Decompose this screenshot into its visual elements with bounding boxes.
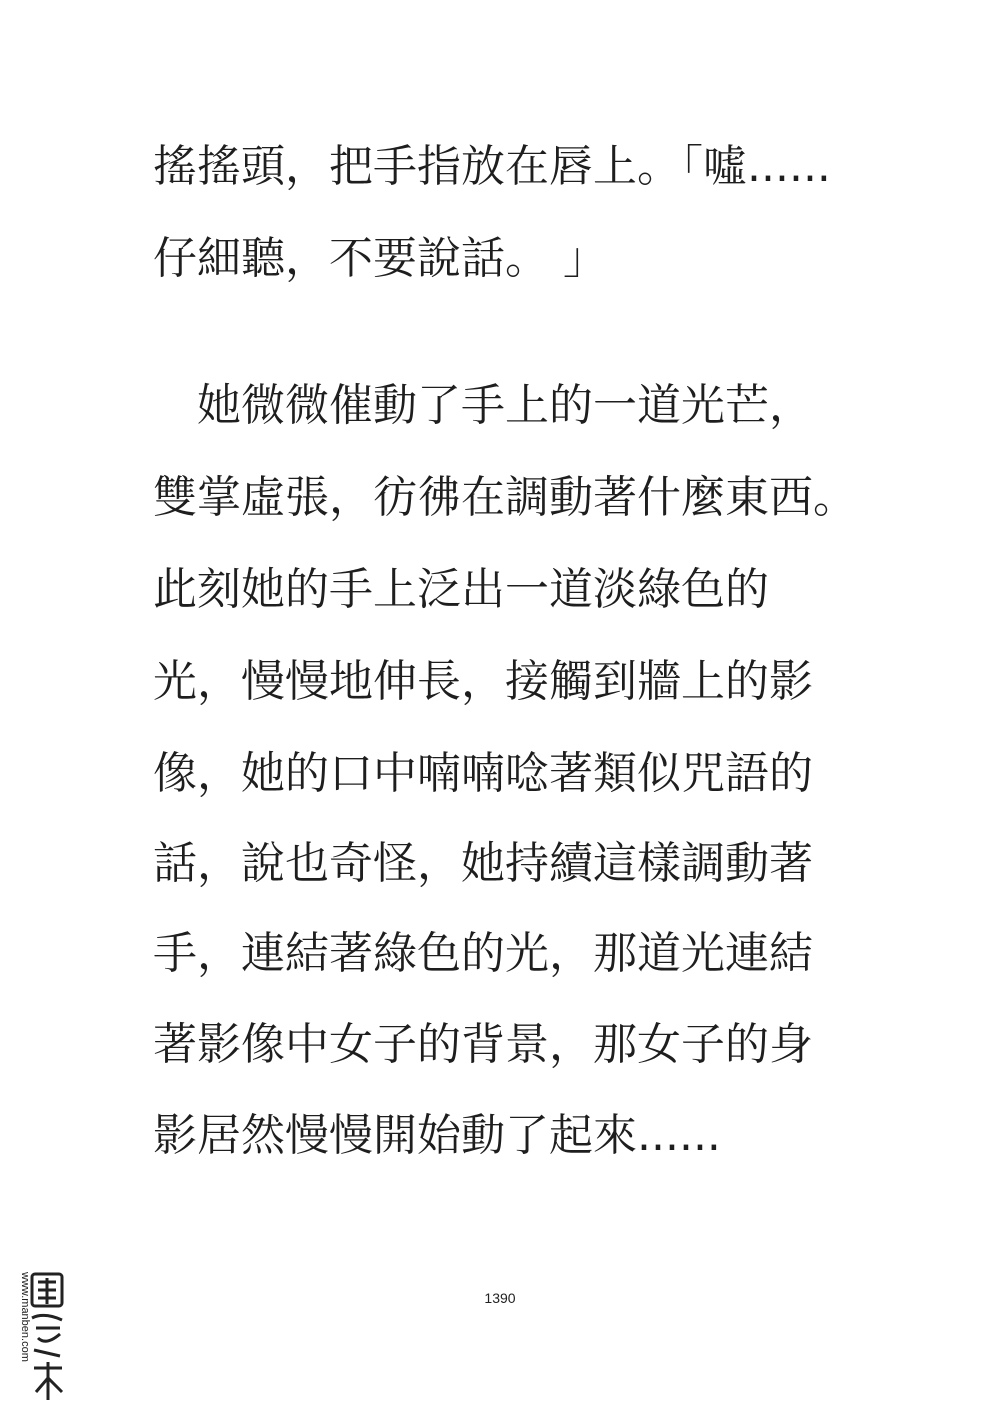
text-line: 影居然慢慢開始動了起來...... bbox=[153, 1110, 721, 1161]
text-line: 光，慢慢地伸長，接觸到牆上的影 bbox=[153, 656, 813, 707]
text-line: 此刻她的手上泛出一道淡綠色的 bbox=[153, 564, 769, 615]
text-line: 她微微催動了手上的一道光芒， bbox=[153, 380, 813, 431]
text-line: 仔細聽，不要說話。 」 bbox=[153, 233, 607, 284]
text-line: 話，說也奇怪，她持續這樣調動著 bbox=[153, 838, 813, 889]
text-line: 手，連結著綠色的光，那道光連結 bbox=[153, 928, 813, 979]
text-line: 搖搖頭，把手指放在唇上。「噓...... bbox=[153, 141, 831, 192]
watermark-url: www.manben.com bbox=[19, 1272, 31, 1362]
text-line: 雙掌虛張，彷彿在調動著什麼東西。 bbox=[153, 472, 857, 523]
text-line: 著影像中女子的背景，那女子的身 bbox=[153, 1019, 813, 1070]
watermark-logo-glyphs bbox=[32, 1274, 62, 1400]
watermark-logo bbox=[8, 1268, 70, 1406]
text-line: 像，她的口中喃喃唸著類似咒語的 bbox=[153, 748, 813, 799]
page-number: 1390 bbox=[484, 1290, 516, 1306]
